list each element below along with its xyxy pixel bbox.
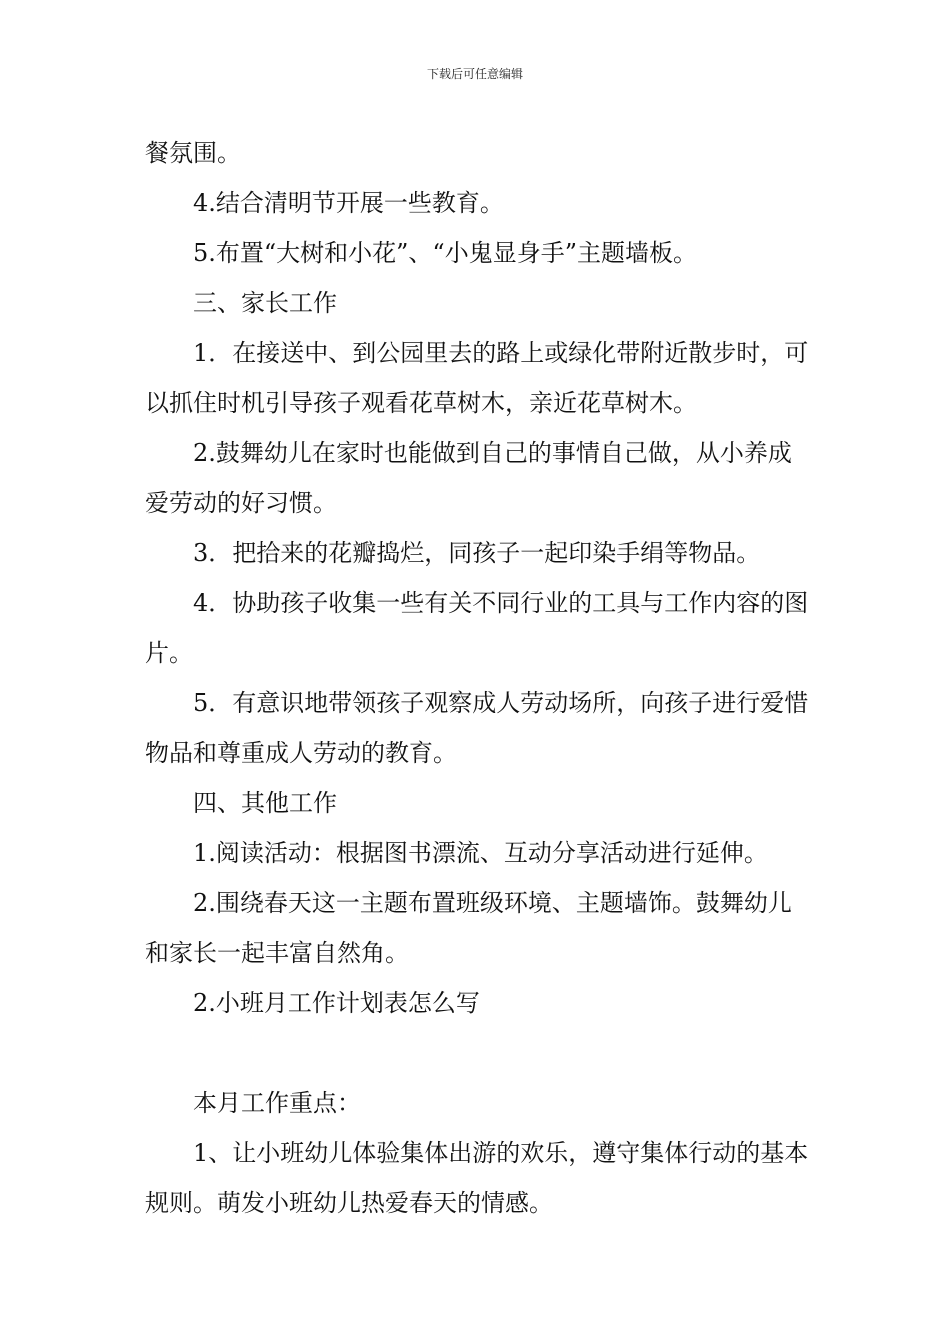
paragraph: 4.结合清明节开展一些教育。: [193, 189, 504, 217]
section-heading: 本月工作重点：: [193, 1089, 361, 1117]
section-heading: 四、其他工作: [193, 789, 337, 817]
paragraph: 餐氛围。: [145, 139, 241, 167]
paragraph: 5．有意识地带领孩子观察成人劳动场所，向孩子进行爱惜物品和尊重成人劳动的教育。: [145, 689, 809, 767]
blank-line: [145, 1028, 810, 1078]
paragraph: 1.阅读活动：根据图书漂流、互动分享活动进行延伸。: [193, 839, 768, 867]
page-header-note: 下载后可任意编辑: [426, 67, 523, 81]
paragraph: 2.鼓舞幼儿在家时也能做到自己的事情自己做，从小养成爱劳动的好习惯。: [145, 439, 792, 517]
paragraph: 4．协助孩子收集一些有关不同行业的工具与工作内容的图片。: [145, 589, 809, 667]
paragraph: 5.布置“大树和小花”、“小鬼显身手”主题墙板。: [193, 239, 697, 267]
section-heading: 三、家长工作: [193, 289, 337, 317]
paragraph: 1．在接送中、到公园里去的路上或绿化带附近散步时，可以抓住时机引导孩子观看花草树木，亲近花草树木。: [145, 339, 809, 417]
section-heading: 2.小班月工作计划表怎么写: [193, 989, 480, 1017]
paragraph: 2.围绕春天这一主题布置班级环境、主题墙饰。鼓舞幼儿和家长一起丰富自然角。: [145, 889, 792, 967]
paragraph: 3．把拾来的花瓣捣烂，同孩子一起印染手绢等物品。: [193, 539, 761, 567]
document-body: [145, 128, 810, 1228]
paragraph: 1、让小班幼儿体验集体出游的欢乐，遵守集体行动的基本规则。萌发小班幼儿热爱春天的情感。: [145, 1139, 809, 1217]
